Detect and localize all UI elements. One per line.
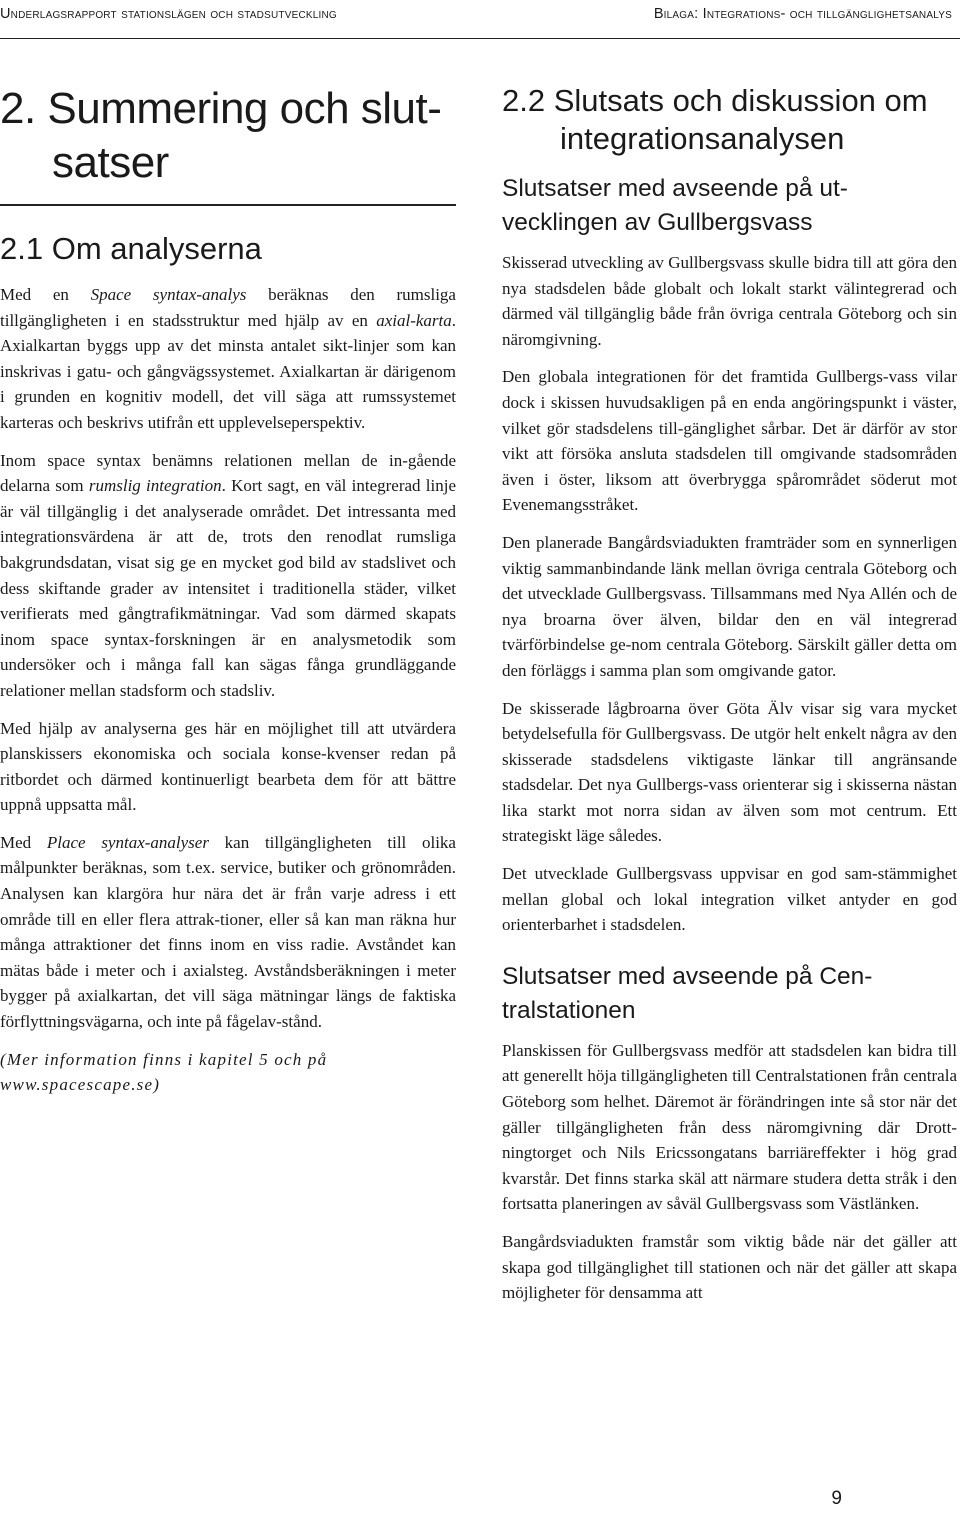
paragraph-planskisser: Med hjälp av analyserna ges här en möjlighet till att utvärdera planskissers ekonomiska och sociala konse-kvenser redan på ritbordet och därmed kontinuerligt bearbeta dem för att bättre uppnå uppsatta mål. <box>0 718 456 815</box>
chapter-rule <box>0 204 456 206</box>
paragraph-skisserad-utveckling: Skisserad utveckling av Gullbergsvass skulle bidra till att göra den nya stadsdelen både globalt och lokalt starkt välintegrerad och därmed väl tillgänglig både från övriga centrala Göteborg och sin näromgivning. <box>502 253 957 349</box>
paragraph-lagbroarna: De skisserade lågbroarna över Göta Älv visar sig vara mycket betydelsefulla för Gullbergsvass. De utgör helt enkelt några av den skisserade stadsdelens viktigaste länkar till angränsande stadsdelar. Det nya Gullbergs-vass orienterar sig i skisserna nästan lika starkt mot norra sidan av älven som mot centrum. Ett strategiskt läge således. <box>502 698 957 846</box>
paragraph-bangardsviadukten: Den planerade Bangårdsviadukten framträder som en synnerligen viktig sammanbindande länk mellan övriga centrala Göteborg och det utvecklade Gullbergsvass. Tillsammans med Nya Allén och de nya broarna över älven, bildar den en väl integrerad tvärförbindelse ge-nom centrala Göteborg. Särskilt gäller detta om den förläggs i samma plan som omgivande gator. <box>502 532 957 680</box>
more-info-note: (Mer information finns i kapitel 5 och på www.spacescape.se) <box>0 1049 328 1095</box>
paragraph-bangardsviadukten-station: Bangårdsviadukten framstår som viktig både när det gäller att skapa god tillgänglighet till stationen och när det gäller att skapa möjligheter för densamma att <box>502 1232 957 1303</box>
paragraph-samstammighet: Det utvecklade Gullbergsvass uppvisar en god sam-stämmighet mellan global och lokal integration vilket antyder en god orienterbarhet i stadsdelen. <box>502 864 957 935</box>
section-title-2-1: 2.1 Om analyserna <box>0 231 262 266</box>
paragraph-global-integration: Den globala integrationen för det framtida Gullbergs-vass vilar dock i skissen huvudsakligen på en enda angöringspunkt i väster, vilket gör stadsdelens till-gänglighet sårbar. Det är därför av stor vikt att försöka ansluta stadsdelen till omgivande stadsområden även i öster, liksom att överbrygga spårområdet söderut mot Evenemangsstråket. <box>502 367 957 515</box>
page-number: 9 <box>831 1488 842 1509</box>
left-column <box>0 82 456 1110</box>
header-left-title: Underlagsrapport stationslägen och stadsutveckling <box>0 6 337 22</box>
subheading-gullbergsvass: Slutsatser med avseende på ut-vecklingen av Gullbergsvass <box>502 175 848 236</box>
section-title-2-2: 2.2 Slutsats och diskussion om integrationsanalysen <box>502 83 928 156</box>
paragraph-planskissen: Planskissen för Gullbergsvass medför att stadsdelen kan bidra till att generellt höja tillgängligheten till Centralstationen från centrala Göteborg som helhet. Däremot är förändringen inte så stor när det gäller tillgängligheten från dess näromgivning där Drott-ningtorget och Nils Ericssongatans barriäreffekter i hög grad kvarstår. Det finns starka skäl att närmare studera detta stråk i den fortsatta planeringen av såväl Gullbergsvass som Västlänken. <box>502 1040 957 1214</box>
paragraph-axialkarta: Med en Space syntax-analys beräknas den rumsliga tillgängligheten i en stadsstruktur med hjälp av en axial-karta. Axialkartan byggs upp av det minsta antalet sikt-linjer som kan inskrivas i gatu- och gångvägssystemet. Axialkartan är därigenom i grunden en kognitiv modell, det vill säga att rumssystemet karteras och beskrivs utifrån ett upplevelseperspektiv. <box>0 285 456 432</box>
running-header <box>0 0 960 39</box>
right-column <box>502 82 957 1318</box>
chapter-title: 2. Summering och slut-satser <box>0 84 442 187</box>
header-right-title: Bilaga: Integrations- och tillgänglighetsanalys <box>653 6 952 22</box>
paragraph-integration: Inom space syntax benämns relationen mellan de in-gående delarna som rumslig integration. Kort sagt, en väl integrerad linje är väl tillgänglig i det analyserade området. Det intressanta med integrationsvärdena är att de, trots den renodlat rumsliga bakgrundsdatan, visat sig ge en mycket god bild av stadslivet och dess skiftande grader av intensitet i traditionella städer, vilket verifierats med gångtrafikmätningar. Vad som därmed skapats inom space syntax-forskningen är en analysmetodik som undersöker och i många fall kan sägas fånga grundläggande relationer mellan stadsform och stadsliv. <box>0 450 456 700</box>
subheading-centralstationen: Slutsatser med avseende på Cen-tralstationen <box>502 962 873 1024</box>
paragraph-place-syntax: Med Place syntax-analyser kan tillgängligheten till olika målpunkter beräknas, som t.ex. service, butiker och grönområden. Analysen kan klargöra hur nära det är från varje adress i ett område till en eller flera attrak-tioner, eller så kan man räkna hur många attraktioner det finns inom en viss radie. Avståndet kan mätas både i meter och i axialsteg. Avståndsberäkningen i meter bygger på axialkartan, det vill säga mätningar längs de faktiska förflyttningsvägarna, och inte på fågelav-stånd. <box>0 832 456 1032</box>
